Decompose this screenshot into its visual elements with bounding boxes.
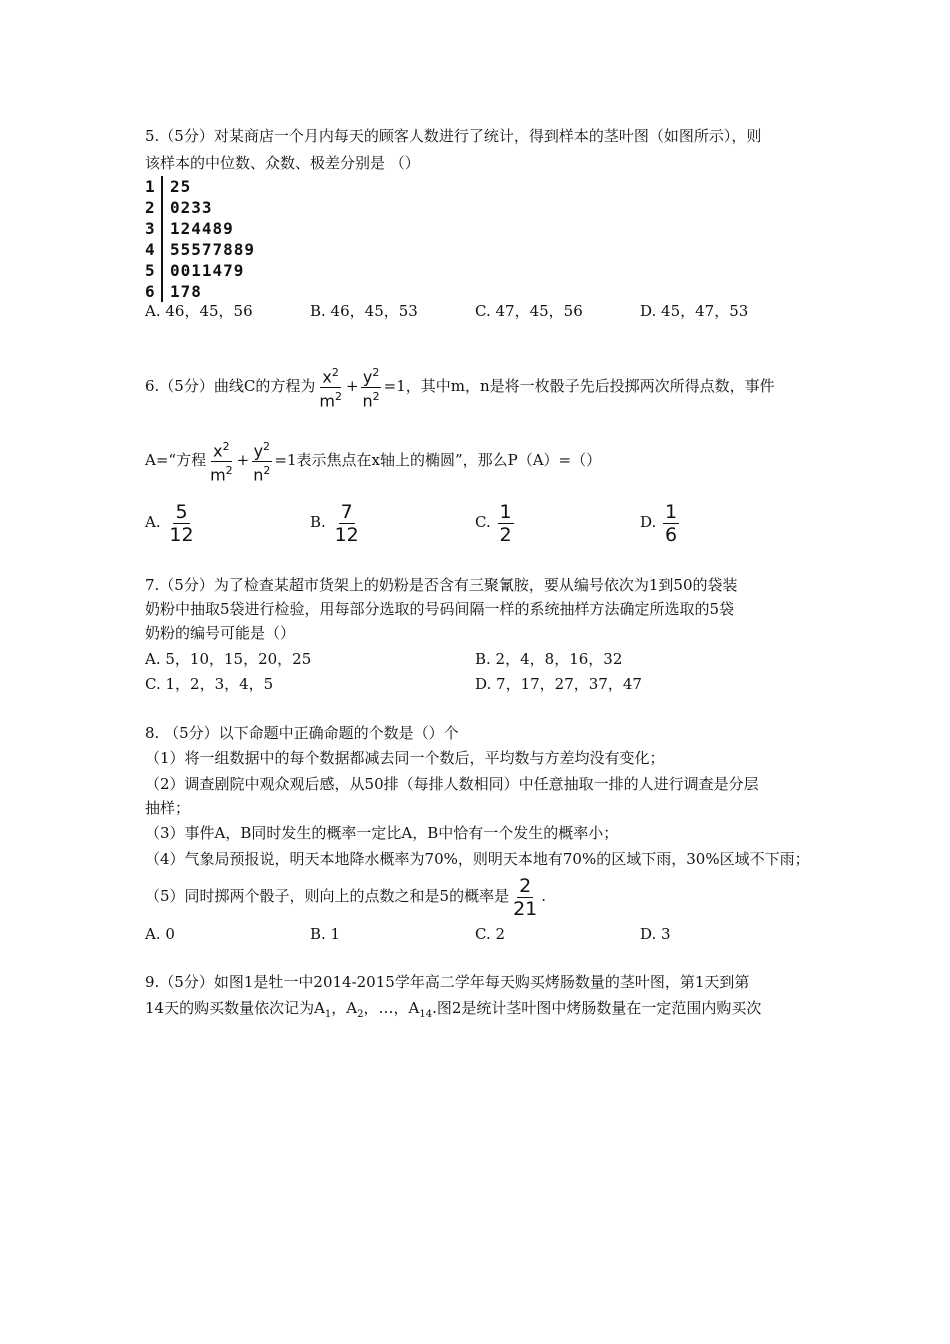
stem-value: 3	[145, 219, 155, 238]
stem-leaf-row	[145, 239, 255, 260]
stem-value: 5	[145, 261, 155, 280]
q9-stem-line-2: 14天的购买数量依次记为$A_1$，$A_2$，…，$A_{14}$.图2是统计茎叶图中烤肠数量在一定范围内购买次	[145, 999, 762, 1020]
q8-statement-2b: 抽样；	[145, 799, 191, 817]
leaf-values: 25	[170, 177, 192, 196]
q7-option-a: A. 5，10，15，20，25	[145, 650, 312, 668]
stem-value: 4	[145, 240, 155, 259]
q5-option-b: B. 46，45，53	[310, 302, 418, 320]
q6-stem-line-2: A=“方程 $\frac{x^2}{m^2}$ + $\frac{y^2}{n^2}$ =1表示焦点在x轴上的椭圆”，那么P（A）=（）	[145, 440, 602, 484]
q7-stem-line-2: 奶粉中抽取5袋进行检验，用每部分选取的号码间隔一样的系统抽样方法确定所选取的5袋	[145, 600, 735, 618]
q8-statement-3: （3）事件A，B同时发生的概率一定比A，B中恰有一个发生的概率小；	[145, 824, 619, 842]
q8-option-c: C. 2	[475, 925, 506, 943]
q7-stem-line-3: 奶粉的编号可能是（）	[145, 624, 296, 642]
fraction-x2-over-m2: $\frac{x^2}{m^2}$	[210, 440, 233, 484]
stem-leaf-row	[145, 281, 255, 302]
fraction-y2-over-n2: $\frac{y^2}{n^2}$	[253, 440, 271, 484]
q6-suffix: ，其中m，n是将一枚骰子先后投掷两次所得点数，事件	[405, 377, 775, 395]
q8-option-d: D. 3	[640, 925, 671, 943]
q8-statement-5: （5）同时掷两个骰子，则向上的点数之和是5的概率是 $\frac{2}{21}$ .	[145, 874, 547, 920]
q8-statement-1: （1）将一组数据中的每个数据都减去同一个数后，平均数与方差均没有变化；	[145, 749, 665, 767]
q5-option-c: C. 47，45，56	[475, 302, 583, 320]
q8-option-b: B. 1	[310, 925, 341, 943]
stem-value: 1	[145, 177, 155, 196]
fraction-2-over-21: $\frac{2}{21}$	[513, 874, 538, 920]
leaf-values: 124489	[170, 219, 234, 238]
stem-leaf-row	[145, 218, 255, 239]
q8-statement-2a: （2）调查剧院中观众观后感，从50排（每排人数相同）中任意抽取一排的人进行调查是分层	[145, 775, 759, 793]
stem-leaf-plot	[145, 176, 255, 302]
q5-option-a: A. 46，45，56	[145, 302, 253, 320]
leaf-values: 55577889	[170, 240, 256, 259]
stem-leaf-row	[145, 197, 255, 218]
q6-prefix: 6.（5分）曲线C的方程为	[145, 377, 316, 395]
q6-option-a: A. $\frac{5}{12}$	[145, 500, 194, 546]
q6-option-c: C. $\frac{1}{2}$	[475, 500, 512, 546]
fraction-y2-over-n2: $\frac{y^2}{n^2}$	[362, 366, 380, 410]
q8-stem-line-1: 8. （5分）以下命题中正确命题的个数是（）个	[145, 724, 459, 742]
q5-stem-line-2: 该样本的中位数、众数、极差分别是 （）	[145, 154, 420, 172]
q7-option-d: D. 7，17，27，37，47	[475, 675, 642, 693]
q5-option-d: D. 45，47，53	[640, 302, 749, 320]
leaf-values: 0011479	[170, 261, 245, 280]
q6-option-b: B. $\frac{7}{12}$	[310, 500, 359, 546]
leaf-values: 0233	[170, 198, 213, 217]
q7-stem-line-1: 7.（5分）为了检查某超市货架上的奶粉是否含有三聚氰胺，要从编号依次为1到50的袋装	[145, 576, 738, 594]
stem-leaf-row	[145, 260, 255, 281]
q5-stem-line-1: 5.（5分）对某商店一个月内每天的顾客人数进行了统计，得到样本的茎叶图（如图所示），则	[145, 127, 762, 145]
q8-statement-4: （4）气象局预报说，明天本地降水概率为70%，则明天本地有70%的区域下雨，30%区域不下雨；	[145, 850, 810, 868]
q6-option-d: D. $\frac{1}{6}$	[640, 500, 678, 546]
fraction-x2-over-m2: $\frac{x^2}{m^2}$	[319, 366, 342, 410]
stem-leaf-row	[145, 176, 255, 197]
q8-option-a: A. 0	[145, 925, 175, 943]
leaf-values: 178	[170, 282, 202, 301]
q7-option-b: B. 2，4，8，16，32	[475, 650, 623, 668]
stem-value: 6	[145, 282, 155, 301]
q6-stem-line-1: 6.（5分）曲线C的方程为 $\frac{x^2}{m^2}$ + $\frac{y^2}{n^2}$ =1，其中m，n是将一枚骰子先后投掷两次所得点数，事件	[145, 366, 775, 410]
q9-stem-line-1: 9.（5分）如图1是牡一中2014-2015学年高二学年每天购买烤肠数量的茎叶图，第1天到第	[145, 973, 750, 991]
q7-option-c: C. 1，2，3，4，5	[145, 675, 274, 693]
stem-value: 2	[145, 198, 155, 217]
